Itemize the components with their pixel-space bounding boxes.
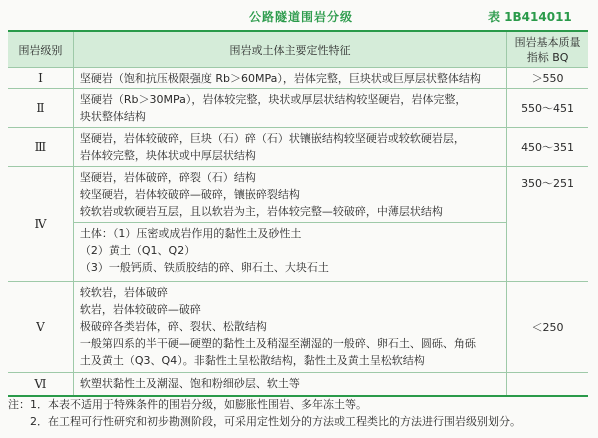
bq-cell: 450～351	[521, 141, 575, 154]
soil-subsection	[74, 222, 506, 278]
bq-cell: 350～251	[521, 177, 575, 190]
grade-cell: Ⅳ	[8, 167, 74, 281]
table-number: 表 1B414011	[488, 10, 572, 24]
feature-line: 坚硬岩，岩体破碎，碎裂（石）结构	[79, 171, 256, 184]
features-cell	[74, 68, 507, 88]
note-line: 2．在工程可行性研究和初步勘测阶段，可采用定性划分的方法或工程类比的方法进行围岩级别划分。	[8, 415, 521, 428]
title-row	[0, 6, 598, 24]
note-line: 注：1．本表不适用于特殊条件的围岩分级，如膨胀性围岩、多年冻土等。	[8, 398, 367, 411]
table-notes	[8, 396, 590, 430]
bq-cell: ＞550	[531, 72, 564, 85]
header-grade: 围岩级别	[8, 32, 74, 67]
soil-line: 土体：（1）压密或成岩作用的黏性土及砂性土	[79, 227, 302, 240]
feature-line: 软岩，岩体较破碎—破碎	[79, 303, 201, 316]
header-bq-line1: 围岩基本质量	[514, 35, 581, 49]
table-row	[8, 128, 588, 167]
grade-cell: Ⅵ	[8, 373, 74, 395]
features-cell	[74, 89, 507, 127]
table-row	[8, 167, 588, 282]
features-cell	[74, 128, 507, 166]
features-cell	[74, 167, 507, 281]
bq-cell: ＜250	[531, 321, 564, 334]
feature-line: 较软岩或软硬岩互层，且以软岩为主，岩体较完整—较破碎，中薄层状结构	[79, 205, 443, 218]
feature-line: 岩体较完整，块体状或中厚层状结构	[79, 149, 256, 162]
soil-line: （2）黄土（Q1、Q2）	[79, 244, 196, 257]
table-row	[8, 68, 588, 89]
bq-cell: 550～451	[521, 102, 575, 115]
soil-line: （3）一般钙质、铁质胶结的碎、卵石土、大块石土	[79, 261, 329, 274]
header-bq	[507, 32, 588, 67]
header-bq-line2: 指标 BQ	[526, 50, 569, 64]
features-cell	[74, 373, 507, 395]
table-row	[8, 373, 588, 395]
feature-line: 土及黄土（Q3、Q4）。非黏性土呈松散结构，黏性土及黄土呈松软结构	[79, 354, 425, 367]
header-features: 围岩或土体主要定性特征	[74, 32, 507, 67]
table-row	[8, 89, 588, 128]
feature-line: 一般第四系的半干硬—硬塑的黏性土及稍湿至潮湿的一般碎、卵石土、圆砾、角砾	[79, 337, 476, 350]
feature-line: 坚硬岩（Rb＞30MPa），岩体较完整，块状或厚层状结构较坚硬岩，岩体完整，	[79, 93, 467, 106]
feature-line: 坚硬岩（饱和抗压极限强度 Rb＞60MPa），岩体完整，巨块状或巨厚层状整体结构	[79, 72, 481, 85]
grade-cell: Ⅴ	[8, 282, 74, 372]
grade-cell: Ⅲ	[8, 128, 74, 166]
table-header-row	[8, 32, 588, 68]
feature-line: 坚硬岩，岩体较破碎，巨块（石）碎（石）状镶嵌结构较坚硬岩或较软硬岩层，	[79, 132, 465, 145]
table-row	[8, 282, 588, 373]
feature-line: 较坚硬岩，岩体较破碎—破碎，镶嵌碎裂结构	[79, 188, 300, 201]
grade-cell: Ⅰ	[8, 68, 74, 88]
feature-line: 块状整体结构	[79, 110, 146, 123]
bq-cell	[507, 373, 588, 395]
feature-line: 较软岩，岩体破碎	[79, 286, 168, 299]
features-cell	[74, 282, 507, 372]
classification-table	[8, 30, 588, 397]
table-title: 公路隧道围岩分级	[249, 10, 354, 24]
grade-cell: Ⅱ	[8, 89, 74, 127]
feature-line: 极破碎各类岩体，碎、裂状、松散结构	[79, 320, 267, 333]
feature-line: 软塑状黏性土及潮湿、饱和粉细砂层、软土等	[79, 377, 300, 390]
